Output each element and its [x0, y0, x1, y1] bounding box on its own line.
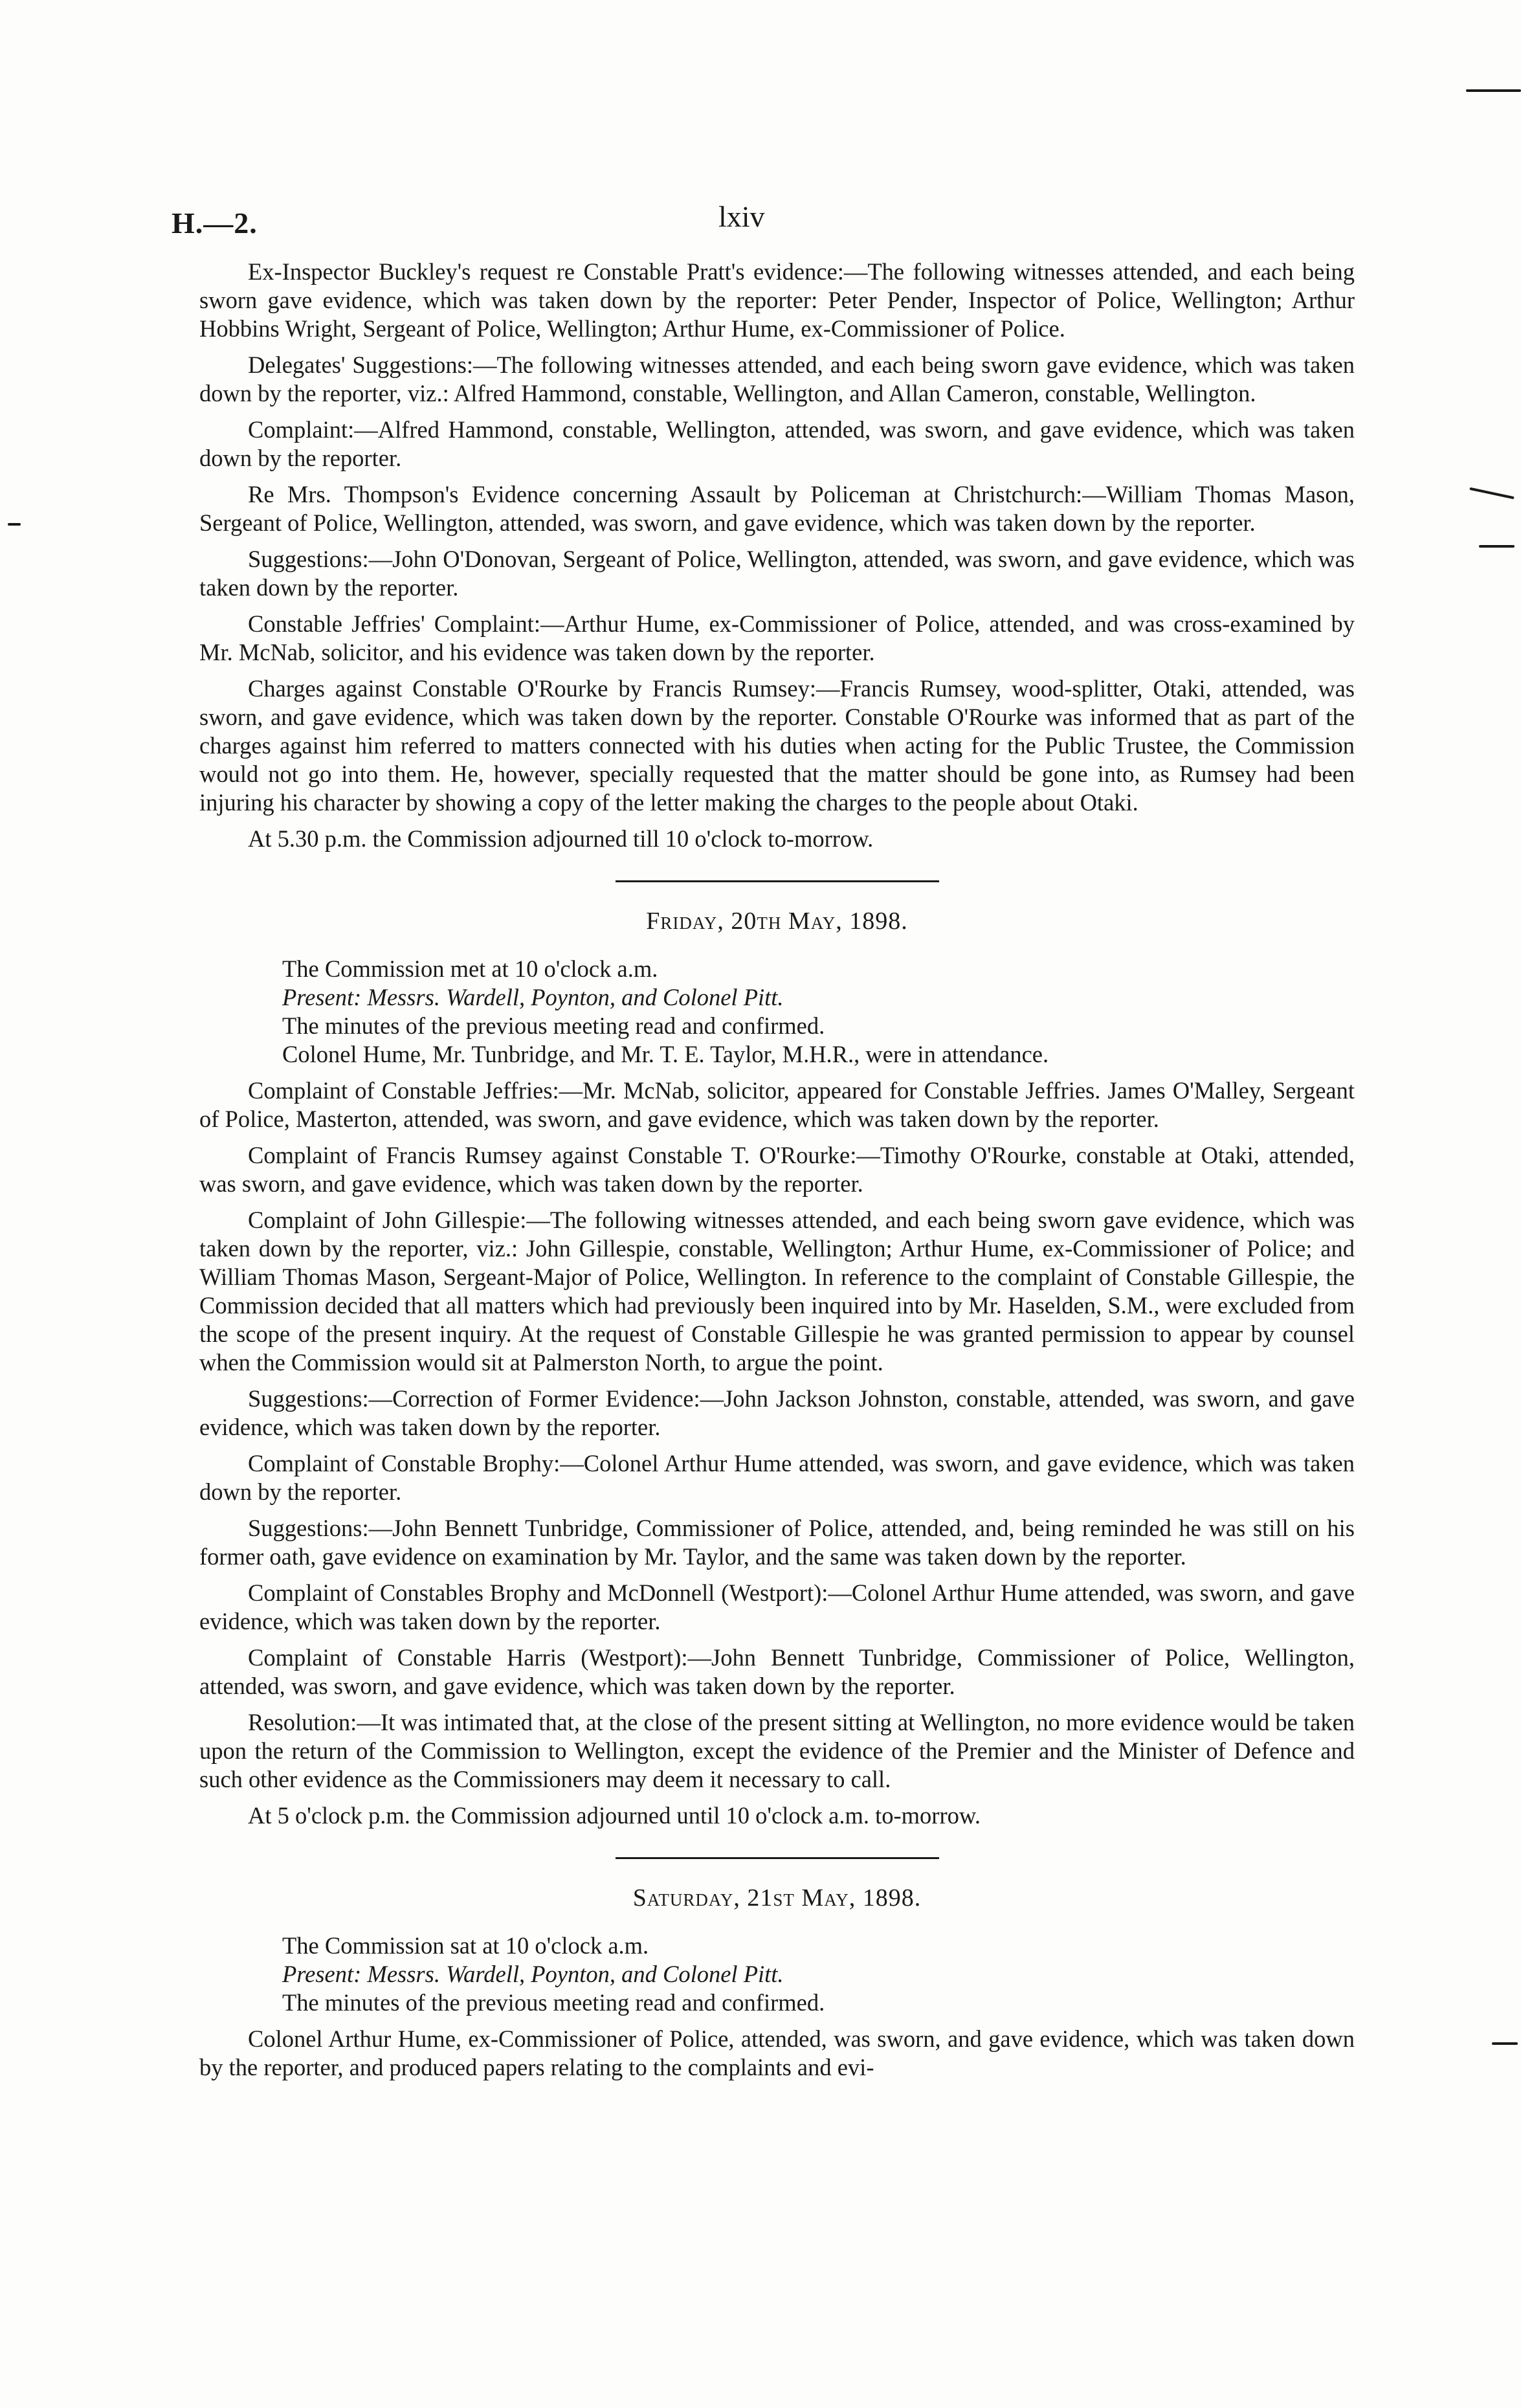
paragraph: Complaint of Constable Brophy:—Colonel Arthur Hume attended, was sworn, and gave evidence, which was taken down by the reporter. — [199, 1450, 1355, 1505]
paragraph: Complaint of Constable Harris (Westport):—John Bennett Tunbridge, Commissioner of Police, Wellington, attended, was sworn, and gave evidence, which was taken down by the reporter. — [199, 1644, 1355, 1699]
paragraph: Suggestions:—Correction of Former Evidence:—John Jackson Johnston, constable, attended, was sworn, and gave evidence, which was taken down by the reporter. — [199, 1385, 1355, 1440]
section-continued-proceedings — [199, 258, 1355, 853]
opening-line: The Commission sat at 10 o'clock a.m. — [282, 1932, 649, 1959]
margin-mark — [1466, 89, 1521, 92]
section-friday-20-may — [199, 907, 1355, 1830]
margin-mark — [1492, 2042, 1518, 2045]
document-body — [199, 258, 1355, 2090]
opening-line: The minutes of the previous meeting read and confirmed. — [282, 1989, 825, 2016]
opening-line: The minutes of the previous meeting read and confirmed. — [282, 1012, 825, 1039]
section-saturday-21-may — [199, 1884, 1355, 2082]
present-line: Present: Messrs. Wardell, Poynton, and Colonel Pitt. — [282, 1961, 784, 1987]
margin-mark — [1469, 487, 1514, 499]
paragraph: Complaint of Francis Rumsey against Constable T. O'Rourke:—Timothy O'Rourke, constable at Otaki, attended, was sworn, and gave evidence, which was taken down by the reporter. — [199, 1142, 1355, 1197]
opening-line: The Commission met at 10 o'clock a.m. — [282, 955, 658, 982]
paragraph: Re Mrs. Thompson's Evidence concerning Assault by Policeman at Christchurch:—William Thomas Mason, Sergeant of Police, Wellington, attended, was sworn, and gave evidence, which was taken down by the reporter. — [199, 481, 1355, 536]
paragraph: Colonel Arthur Hume, ex-Commissioner of Police, attended, was sworn, and gave evidence, which was taken down by the reporter, and produced papers relating to the complaints and evi- — [199, 2025, 1355, 2080]
margin-mark — [1479, 545, 1515, 548]
section-divider — [616, 880, 939, 882]
paragraph: Complaint of Constable Jeffries:—Mr. McNab, solicitor, appeared for Constable Jeffries. James O'Malley, Sergeant of Police, Masterton, attended, was sworn, and gave evidence, which was taken down by the reporter. — [199, 1077, 1355, 1132]
paragraph: Resolution:—It was intimated that, at the close of the present sitting at Wellington, no more evidence would be taken upon the return of the Commission to Wellington, except the evidence of the Premier and the Minister of Defence and such other evidence as the Commissioners may deem it necessary to call. — [199, 1709, 1355, 1792]
section-divider — [616, 1857, 939, 1859]
paragraph: Suggestions:—John O'Donovan, Sergeant of Police, Wellington, attended, was sworn, and gave evidence, which was taken down by the reporter. — [199, 546, 1355, 601]
paragraph: Complaint:—Alfred Hammond, constable, Wellington, attended, was sworn, and gave evidence, which was taken down by the reporter. — [199, 416, 1355, 471]
sitting-date: Saturday, 21st May, 1898. — [632, 1884, 922, 1912]
page-number: lxiv — [718, 200, 765, 233]
margin-mark — [8, 523, 21, 526]
paragraph: Constable Jeffries' Complaint:—Arthur Hume, ex-Commissioner of Police, attended, and was cross-examined by Mr. McNab, solicitor, and his evidence was taken down by the reporter. — [199, 610, 1355, 665]
adjournment: At 5.30 p.m. the Commission adjourned till 10 o'clock to-morrow. — [248, 825, 874, 852]
paragraph: Complaint of John Gillespie:—The following witnesses attended, and each being sworn gave evidence, which was taken down by the reporter, viz.: John Gillespie, constable, Wellington; Arthur Hume, ex-Commissioner of Police; and William Thomas Mason, Sergeant-Major of Police, Wellington. In reference to the complaint of Constable Gillespie, the Commission decided that all matters which had previously been inquired into by Mr. Haselden, S.M., were excluded from the scope of the present inquiry. At the request of Constable Gillespie he was granted permission to appear by counsel when the Commission would sit at Palmerston North, to argue the point. — [199, 1207, 1355, 1376]
document-reference: H.—2. — [172, 206, 258, 240]
adjournment: At 5 o'clock p.m. the Commission adjourned until 10 o'clock a.m. to-morrow. — [248, 1802, 981, 1829]
paragraph: Suggestions:—John Bennett Tunbridge, Commissioner of Police, attended, and, being reminded he was still on his former oath, gave evidence on examination by Mr. Taylor, and the same was taken down by the reporter. — [199, 1515, 1355, 1570]
paragraph: Charges against Constable O'Rourke by Francis Rumsey:—Francis Rumsey, wood-splitter, Otaki, attended, was sworn, and gave evidence, which was taken down by the reporter. Constable O'Rourke was informed that as part of the charges against him referred to matters connected with his duties when acting for the Public Trustee, the Commission would not go into them. He, however, specially requested that the matter should be gone into, as Rumsey had been injuring his character by showing a copy of the letter making the charges to the people about Otaki. — [199, 675, 1355, 816]
paragraph: Delegates' Suggestions:—The following witnesses attended, and each being sworn gave evidence, which was taken down by the reporter, viz.: Alfred Hammond, constable, Wellington, and Allan Cameron, constable, Wellington. — [199, 351, 1355, 407]
present-line: Present: Messrs. Wardell, Poynton, and Colonel Pitt. — [282, 984, 784, 1010]
paragraph: Ex-Inspector Buckley's request re Constable Pratt's evidence:—The following witnesses attended, and each being sworn gave evidence, which was taken down by the reporter: Peter Pender, Inspector of Police, Wellington; Arthur Hobbins Wright, Sergeant of Police, Wellington; Arthur Hume, ex-Commissioner of Police. — [199, 258, 1355, 342]
sitting-date: Friday, 20th May, 1898. — [646, 908, 908, 935]
paragraph: Complaint of Constables Brophy and McDonnell (Westport):—Colonel Arthur Hume attended, was sworn, and gave evidence, which was taken down by the reporter. — [199, 1579, 1355, 1634]
opening-line: Colonel Hume, Mr. Tunbridge, and Mr. T. E. Taylor, M.H.R., were in attendance. — [282, 1041, 1049, 1067]
